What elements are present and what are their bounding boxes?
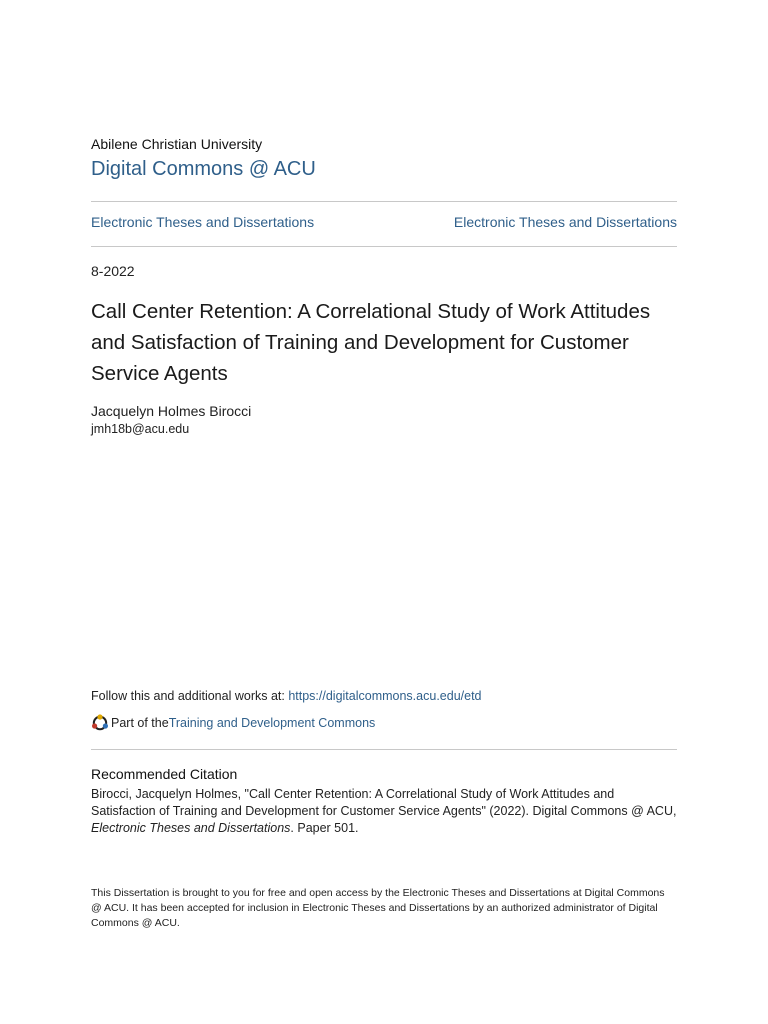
commons-link[interactable]: Training and Development Commons	[168, 716, 376, 730]
cover-page	[91, 0, 677, 1024]
repository-link[interactable]: Digital Commons @ ACU	[91, 158, 316, 180]
divider-top	[91, 201, 677, 202]
citation-series: Electronic Theses and Dissertations	[91, 821, 291, 835]
divider-series	[91, 246, 677, 247]
citation-text	[91, 786, 677, 837]
divider-citation	[91, 749, 677, 750]
network-icon	[91, 714, 109, 732]
author-email: jmh18b@acu.edu	[91, 422, 190, 436]
author-name: Jacquelyn Holmes Birocci	[91, 403, 252, 419]
publication-date: 8-2022	[91, 263, 135, 279]
series-link-left[interactable]: Electronic Theses and Dissertations	[91, 214, 315, 230]
part-of-line	[91, 714, 375, 732]
access-statement: This Dissertation is brought to you for free and open access by the Electronic Theses and Dissertations at Digital Commons @ ACU. It has been accepted for inclusion in Electronic Theses and Dissertations by an authorized administrator of Digital Commons @ ACU.	[91, 887, 665, 929]
citation-heading: Recommended Citation	[91, 766, 238, 782]
document-title: Call Center Retention: A Correlational Study of Work Attitudes and Satisfaction of Training and Development for Customer Service Agents	[91, 300, 651, 385]
series-link-right[interactable]: Electronic Theses and Dissertations	[453, 214, 677, 230]
follow-url-link[interactable]: https://digitalcommons.acu.edu/etd	[288, 689, 482, 703]
part-of-prefix: Part of the	[111, 716, 169, 730]
citation-body: Birocci, Jacquelyn Holmes, "Call Center Retention: A Correlational Study of Work Attitudes and Satisfaction of Training and Development for Customer Service Agents" (2022). Digital Commons @ ACU,	[91, 787, 677, 818]
follow-line	[91, 689, 482, 703]
follow-text: Follow this and additional works at:	[91, 689, 289, 703]
institution-name: Abilene Christian University	[91, 136, 263, 152]
citation-paper: . Paper 501.	[290, 821, 359, 835]
